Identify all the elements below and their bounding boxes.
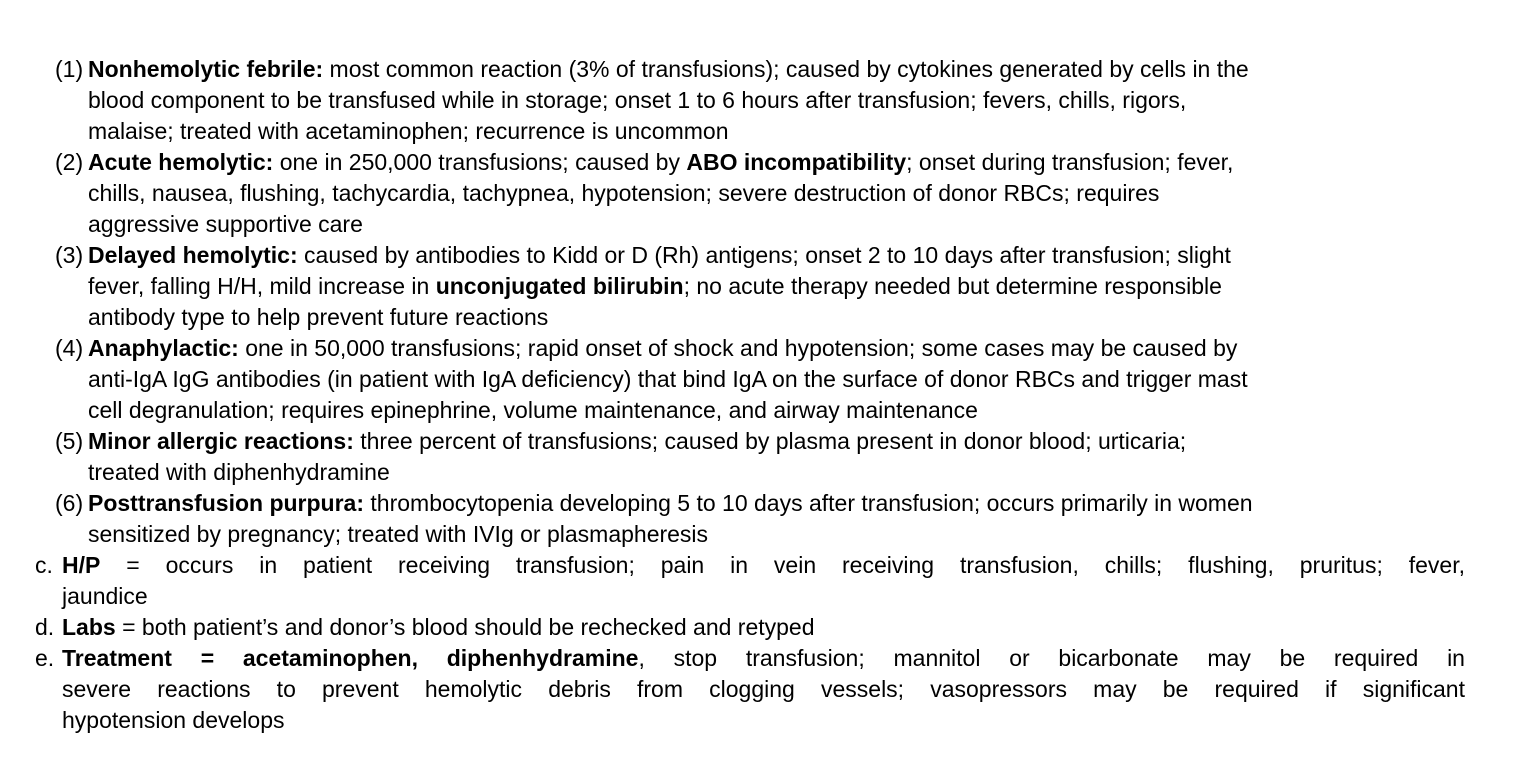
item-content: [88, 426, 1460, 488]
item-content: [62, 550, 1465, 612]
text-line: [88, 364, 1460, 395]
regular-text: one in 250,000 transfusions; caused by: [273, 149, 687, 175]
regular-text: severe reactions to prevent hemolytic debris from clogging vessels; vasopressors may be required if significant: [62, 676, 1465, 702]
regular-text: treated with diphenhydramine: [88, 459, 390, 485]
bold-text: H/P: [62, 552, 101, 578]
item-label: (2): [55, 149, 84, 175]
regular-text: = both patient’s and donor’s blood should be rechecked and retyped: [115, 614, 815, 640]
bold-text: unconjugated bilirubin: [435, 273, 684, 299]
item-content: [88, 488, 1460, 550]
text-line: [88, 271, 1460, 302]
regular-text: thrombocytopenia developing 5 to 10 days after transfusion; occurs primarily in women: [364, 490, 1253, 516]
text-line: [88, 85, 1460, 116]
text-line: [62, 705, 1465, 736]
regular-text: three percent of transfusions; caused by plasma present in donor blood; urticaria;: [353, 428, 1187, 454]
list-item: [0, 333, 1522, 426]
regular-text: one in 50,000 transfusions; rapid onset of shock and hypotension; some cases may be caused by: [238, 335, 1238, 361]
regular-text: hypotension develops: [62, 707, 285, 733]
bold-text: Posttransfusion purpura:: [88, 490, 365, 516]
item-label: (3): [55, 242, 84, 268]
list-item: [0, 550, 1522, 612]
list-item: [0, 426, 1522, 488]
regular-text: = occurs in patient receiving transfusion; pain in vein receiving transfusion, chills; flushing, pruritus; fever,: [100, 552, 1465, 578]
item-label: (1): [55, 56, 84, 82]
list-item: [0, 54, 1522, 147]
list-item: [0, 643, 1522, 736]
regular-text: , stop transfusion; mannitol or bicarbonate may be required in: [638, 645, 1465, 671]
item-label: (5): [55, 428, 84, 454]
item-content: [88, 147, 1460, 240]
bold-text: Nonhemolytic febrile:: [88, 56, 324, 82]
bold-text: ABO incompatibility: [686, 149, 907, 175]
item-content: [88, 240, 1460, 333]
item-label: (6): [55, 490, 84, 516]
text-line: [88, 488, 1460, 519]
item-content: [62, 612, 1465, 643]
text-line: [62, 612, 1465, 643]
regular-text: antibody type to help prevent future reactions: [88, 304, 549, 330]
text-line: [88, 54, 1460, 85]
bold-text: Acute hemolytic:: [88, 149, 274, 175]
regular-text: malaise; treated with acetaminophen; recurrence is uncommon: [88, 118, 729, 144]
bold-text: Labs: [62, 614, 116, 640]
regular-text: blood component to be transfused while in storage; onset 1 to 6 hours after transfusion; fevers, chills, rigors,: [88, 87, 1187, 113]
item-content: [62, 643, 1465, 736]
list-item: [0, 612, 1522, 643]
regular-text: sensitized by pregnancy; treated with IVIg or plasmapheresis: [88, 521, 709, 547]
bold-text: Treatment = acetaminophen, diphenhydramine: [62, 645, 639, 671]
text-line: [88, 395, 1460, 426]
regular-text: most common reaction (3% of transfusions); caused by cytokines generated by cells in the: [323, 56, 1249, 82]
item-label: d.: [35, 614, 55, 640]
regular-text: cell degranulation; requires epinephrine, volume maintenance, and airway maintenance: [88, 397, 978, 423]
regular-text: jaundice: [62, 583, 148, 609]
text-line: [62, 581, 1465, 612]
text-line: [88, 116, 1460, 147]
list-item: [0, 488, 1522, 550]
text-line: [88, 178, 1460, 209]
bold-text: Delayed hemolytic:: [88, 242, 298, 268]
item-label: c.: [35, 552, 53, 578]
regular-text: chills, nausea, flushing, tachycardia, tachypnea, hypotension; severe destruction of donor RBCs; requires: [88, 180, 1160, 206]
text-line: [62, 550, 1465, 581]
text-line: [88, 333, 1460, 364]
regular-text: aggressive supportive care: [88, 211, 363, 237]
text-line: [88, 457, 1460, 488]
bold-text: Anaphylactic:: [88, 335, 239, 361]
item-content: [88, 54, 1460, 147]
text-line: [88, 240, 1460, 271]
text-line: [88, 302, 1460, 333]
text-line: [88, 147, 1460, 178]
text-line: [62, 643, 1465, 674]
text-line: [62, 674, 1465, 705]
regular-text: fever, falling H/H, mild increase in: [88, 273, 436, 299]
text-line: [88, 209, 1460, 240]
regular-text: caused by antibodies to Kidd or D (Rh) antigens; onset 2 to 10 days after transfusion; slight: [297, 242, 1231, 268]
transfusion-reactions-list: [0, 54, 1522, 736]
list-item: [0, 240, 1522, 333]
text-line: [88, 426, 1460, 457]
regular-text: ; no acute therapy needed but determine responsible: [683, 273, 1222, 299]
item-label: (4): [55, 335, 84, 361]
regular-text: anti-IgA IgG antibodies (in patient with IgA deficiency) that bind IgA on the surface of donor RBCs and trigger mast: [88, 366, 1248, 392]
bold-text: Minor allergic reactions:: [88, 428, 354, 454]
item-content: [88, 333, 1460, 426]
text-line: [88, 519, 1460, 550]
regular-text: ; onset during transfusion; fever,: [906, 149, 1234, 175]
list-item: [0, 147, 1522, 240]
item-label: e.: [35, 645, 55, 671]
